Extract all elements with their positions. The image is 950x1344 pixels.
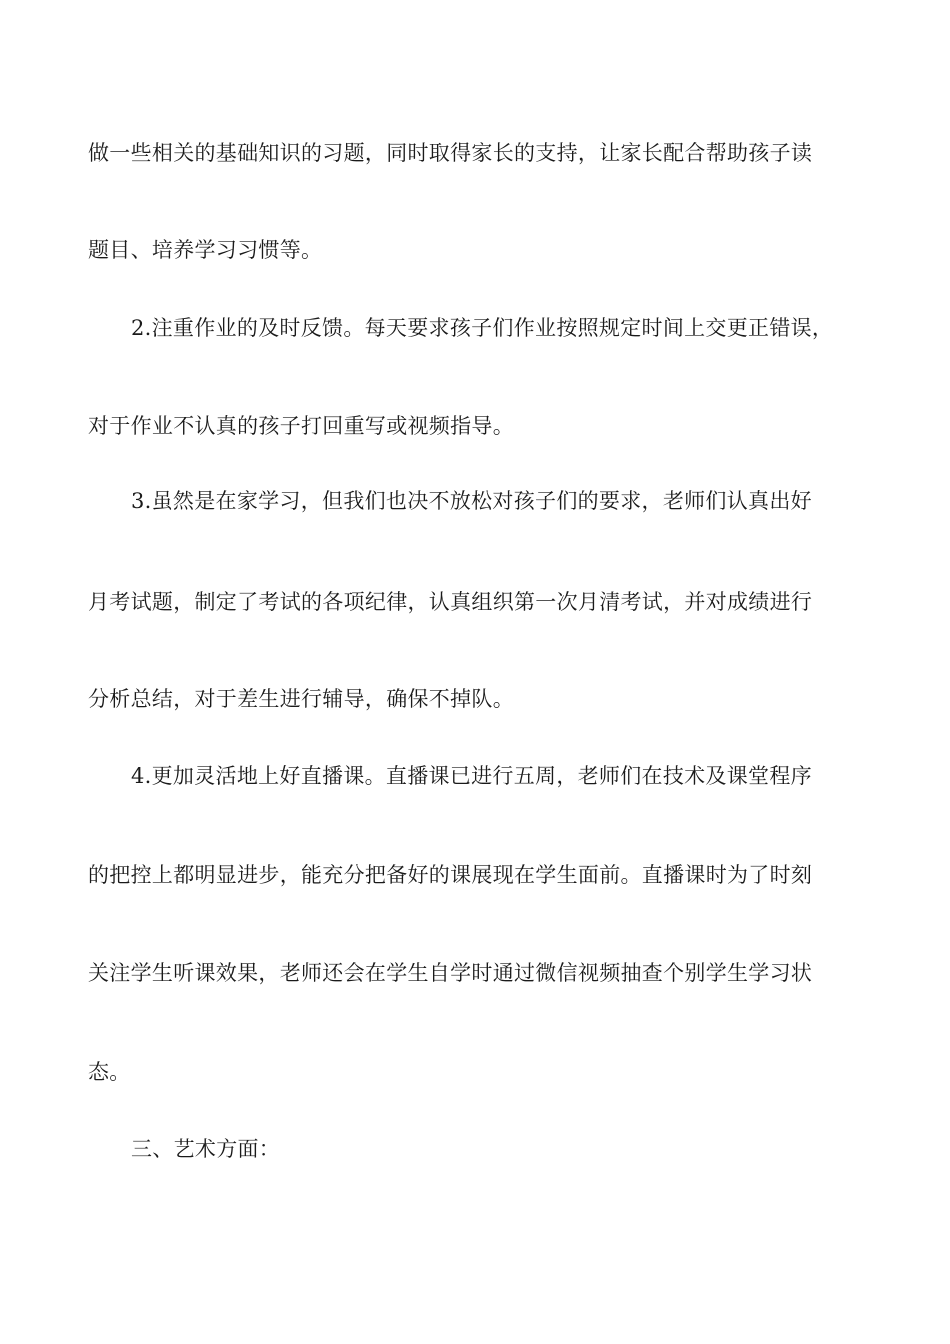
paragraph-line: 做一些相关的基础知识的习题，同时取得家长的支持，让家长配合帮助孩子读 — [88, 141, 813, 165]
list-item-line: 2.注重作业的及时反馈。每天要求孩子们作业按照规定时间上交更正错误， — [131, 316, 834, 340]
paragraph-line: 对于作业不认真的孩子打回重写或视频指导。 — [88, 414, 514, 438]
list-item-line: 4.更加灵活地上好直播课。直播课已进行五周，老师们在技术及课堂程序 — [131, 764, 812, 788]
paragraph-line: 月考试题，制定了考试的各项纪律，认真组织第一次月清考试，并对成绩进行 — [88, 590, 813, 614]
list-item-line: 3.虽然是在家学习，但我们也决不放松对孩子们的要求，老师们认真出好 — [131, 489, 812, 513]
section-heading: 三、艺术方面： — [131, 1137, 281, 1161]
paragraph-line: 题目、培养学习习惯等。 — [88, 238, 323, 262]
paragraph-line: 分析总结，对于差生进行辅导，确保不掉队。 — [88, 687, 514, 711]
paragraph-line: 态。 — [88, 1060, 131, 1084]
paragraph-line: 关注学生听课效果，老师还会在学生自学时通过微信视频抽查个别学生学习状 — [88, 961, 813, 985]
paragraph-line: 的把控上都明显进步，能充分把备好的课展现在学生面前。直播课时为了时刻 — [88, 863, 813, 887]
